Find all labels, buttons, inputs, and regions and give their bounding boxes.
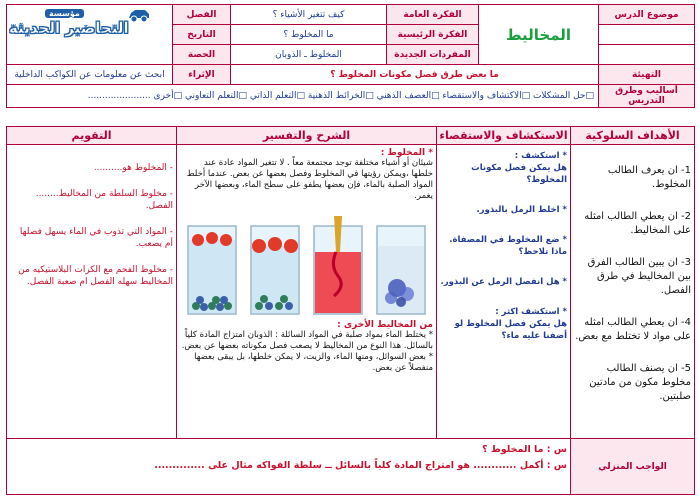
publisher-logo — [7, 5, 172, 64]
general-idea-label: الفكرة العامة — [387, 5, 479, 25]
evaluation-cell — [7, 145, 177, 439]
subject-value: المخاليط — [479, 5, 599, 65]
lesson-blank-2 — [599, 45, 695, 65]
explanation-header: الشرح والتفسير — [177, 127, 437, 145]
main-table — [6, 126, 695, 495]
inquiry-item: * استكشف : هل يمكن فصل مكونات المخلوط؟ — [471, 151, 567, 185]
new-words-value: المخلوط ـ الذوبان — [231, 45, 387, 65]
new-words-label: المفردات الجديدة — [387, 45, 479, 65]
goal-item: 3- ان يبين الطالب الفرق بين المخاليط في طرق الفصل. — [587, 257, 691, 296]
beaker-red-dye-icon — [310, 216, 366, 316]
explanation-cell — [177, 145, 437, 439]
inquiry-header: الاستكشاف والاستقصاء — [437, 127, 571, 145]
other-mixtures-title: من المخاليط الأخرى : — [337, 320, 433, 330]
evaluation-item: - المخلوط هو.......... — [93, 163, 173, 173]
lesson-label: موضوع الدرس — [599, 5, 695, 25]
methods-value: □حل المشكلات □الاكتشاف والاستقصاء □العصف الذهني □الخرائط الذهنية □التعلم الذاتي □التعلم التعاوني □أخرى ...................... — [7, 85, 599, 108]
beaker-layers-icon — [247, 216, 303, 316]
enrichment-label: الإثراء — [173, 65, 231, 85]
logo-top-text: مؤسسة — [45, 9, 84, 18]
goals-header: الأهداف السلوكية — [571, 127, 695, 145]
evaluation-item: - مخلوط السلطة من المخاليط........ الفصل. — [35, 189, 173, 211]
beaker-blue-dye-icon — [373, 216, 429, 316]
logo-main-text: التحاضير الحديثة — [9, 19, 129, 37]
inquiry-item: * استكشف اكثر : هل يمكن فصل المخلوط لو أضفنا عليه ماء؟ — [454, 307, 567, 341]
evaluation-header: التقويم — [7, 127, 177, 145]
other-mixtures-text: * يختلط الماء بمواد صلبة في المواد السائلة : الذوبان امتزاج المادة كلياً بالسائل. هذا النوع من المخاليط لا يصعب فصل مكوناته بعضها عن بعض. * بعض السوائل، ومنها الماء، والزيت، لا يمكن خلطها، بل يبقى بعضها منفصلاً عن بعض. — [181, 330, 433, 373]
goal-item: 2- ان يعطي الطالب امثله على المخاليط. — [584, 211, 691, 236]
section-label: الحصة — [173, 45, 231, 65]
main-idea-label: الفكرة الرئيسية — [387, 25, 479, 45]
mixture-title: * المخلوط : — [380, 148, 433, 158]
inquiry-item: * اخلط الرمل بالبذور. — [476, 205, 567, 215]
intro-label: التهيئة — [599, 65, 695, 85]
beakers-illustration — [180, 206, 433, 316]
header-table — [6, 4, 695, 108]
goal-item: 1- ان يعرف الطالب المخلوط. — [607, 165, 691, 190]
methods-label: أساليب وطرق التدريس — [599, 85, 695, 108]
goal-item: 5- ان يصنف الطالب مخلوط مكون من مادتين صلبتين. — [589, 363, 691, 402]
mixture-text: شيئان أو أشياء مختلفة توجد مجتمعة معاً . لا تتغير المواد عادة عند خلطها ،ويمكن رؤيتها في المخلوط وفصل بعضها عن بعض. عندما أخلط المواد الصلبة بالماء، فإن بعضها يطفو على سطح الماء، وبعضها الآخر يغمر. — [186, 158, 433, 201]
goal-item: 4- ان يعطي الطالب امثله على مواد لا تختلط مع بعض. — [575, 317, 691, 342]
homework-question-1: س : ما المخلوط ؟ — [482, 444, 567, 455]
inquiry-item: * هل انفصل الرمل عن البذور. — [440, 277, 567, 287]
evaluation-item: - مخلوط الفحم مع الكرات البلاستيكيه من المخاليط سهله الفصل ام صعبة الفصل. — [18, 265, 173, 287]
logo-cell — [7, 5, 173, 65]
goals-cell — [571, 145, 695, 439]
inquiry-item: * ضع المخلوط في المصفاة. ماذا تلاحظ؟ — [449, 235, 567, 257]
homework-cell — [7, 439, 571, 495]
enrichment-value: ابحث عن معلومات عن الكواكب الداخلية — [7, 65, 173, 85]
intro-value: ما بعض طرق فصل مكونات المخلوط ؟ — [231, 65, 599, 85]
inquiry-cell — [437, 145, 571, 439]
main-idea-value: ما المخلوط ؟ — [231, 25, 387, 45]
lesson-blank — [599, 25, 695, 45]
date-label: التاريخ — [173, 25, 231, 45]
evaluation-item: - المواد التي تذوب في الماء يسهل فصلها أم يصعب. — [19, 227, 173, 249]
car-icon — [127, 7, 151, 23]
class-label: الفصل — [173, 5, 231, 25]
homework-label: الواجب المنزلي — [571, 439, 695, 495]
beaker-marbles-balls-icon — [184, 216, 240, 316]
general-idea-value: كيف تتغير الأشياء ؟ — [231, 5, 387, 25]
homework-question-2: س : أكمل ............ هو امتزاج المادة كلياً بالسائل ــ سلطة الفواكه مثال على .............. — [154, 460, 567, 471]
